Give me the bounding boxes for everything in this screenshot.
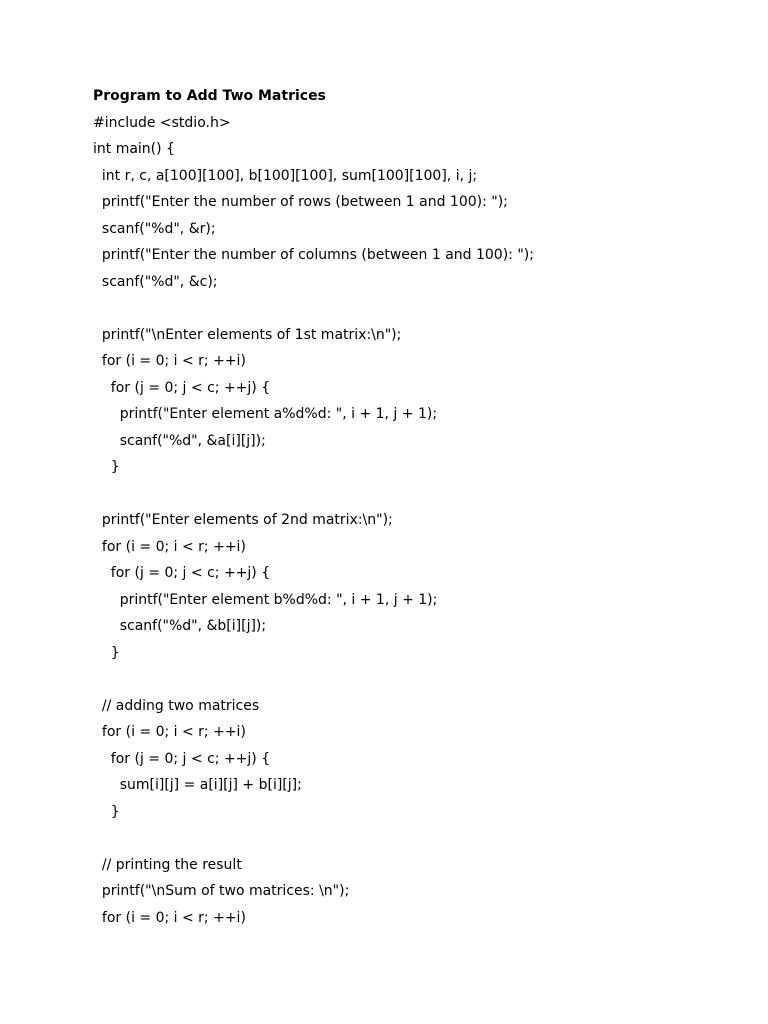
code-line: for (i = 0; i < r; ++i) [93, 724, 246, 740]
code-block [93, 110, 753, 932]
code-line: printf("Enter element b%d%d: ", i + 1, j + 1); [93, 591, 438, 608]
code-line: for (j = 0; j < c; ++j) { [93, 750, 271, 767]
code-line: printf("Enter the number of columns (between 1 and 100): "); [93, 247, 534, 263]
code-line: scanf("%d", &c); [93, 273, 218, 290]
code-line: printf("\nSum of two matrices: \n"); [93, 883, 350, 899]
code-line: scanf("%d", &r); [93, 220, 216, 237]
code-line: printf("\nEnter elements of 1st matrix:\n"); [93, 326, 402, 343]
code-line: sum[i][j] = a[i][j] + b[i][j]; [93, 777, 302, 793]
code-line: for (i = 0; i < r; ++i) [93, 353, 246, 369]
code-line: printf("Enter the number of rows (between 1 and 100): "); [93, 194, 508, 210]
code-line: printf("Enter elements of 2nd matrix:\n"); [93, 512, 393, 528]
document-title: Program to Add Two Matrices [93, 88, 326, 104]
code-line: for (j = 0; j < c; ++j) { [93, 565, 271, 581]
code-line: // adding two matrices [93, 697, 260, 714]
code-line: int r, c, a[100][100], b[100][100], sum[100][100], i, j; [93, 167, 478, 184]
code-line: } [93, 644, 120, 661]
code-line [93, 481, 753, 508]
code-line: int main() { [93, 141, 175, 157]
document-page [93, 83, 753, 931]
code-line: for (j = 0; j < c; ++j) { [93, 379, 271, 396]
code-line: printf("Enter element a%d%d: ", i + 1, j + 1); [93, 406, 438, 422]
code-line: } [93, 803, 120, 820]
code-line: scanf("%d", &a[i][j]); [93, 432, 266, 449]
code-line: // printing the result [93, 856, 242, 873]
code-line [93, 666, 753, 693]
code-line [93, 295, 753, 322]
code-line: for (i = 0; i < r; ++i) [93, 909, 246, 926]
code-line: #include <stdio.h> [93, 114, 231, 131]
code-line: } [93, 459, 120, 475]
code-line: scanf("%d", &b[i][j]); [93, 618, 267, 634]
code-line [93, 825, 753, 852]
code-line: for (i = 0; i < r; ++i) [93, 538, 246, 555]
